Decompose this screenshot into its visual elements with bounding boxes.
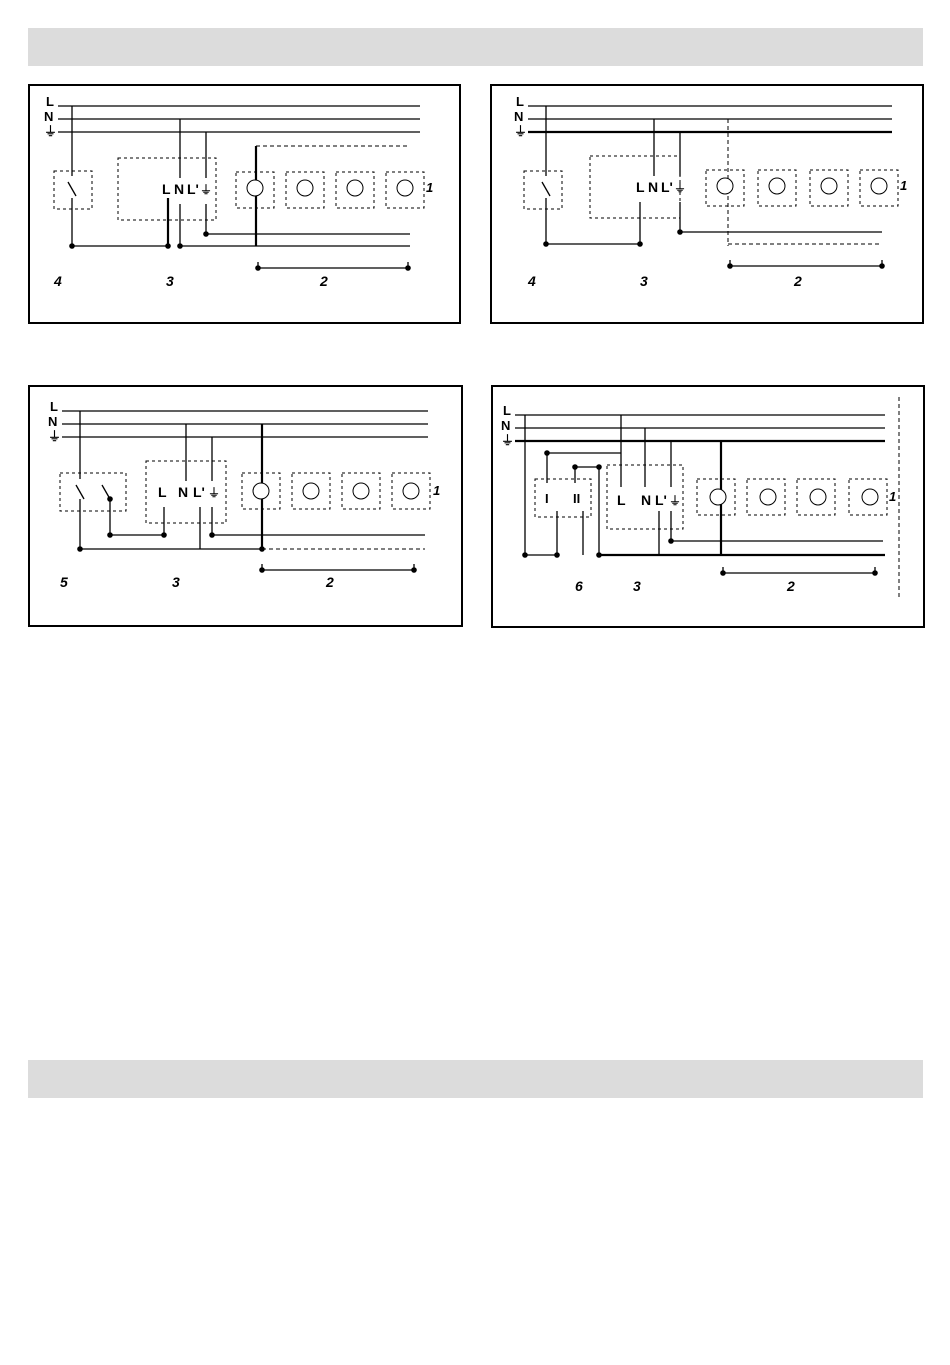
wiring-diagram-3	[28, 385, 463, 627]
label-lamps: 2	[794, 273, 802, 289]
terminal-N: N	[174, 181, 185, 197]
junction-dot	[165, 243, 171, 249]
junction-dot	[255, 265, 261, 271]
lamp	[717, 178, 733, 194]
label-lamps: 2	[326, 574, 334, 590]
lamp	[810, 489, 826, 505]
junction-dot	[872, 570, 878, 576]
lamp	[769, 178, 785, 194]
label-switch: 5	[60, 574, 68, 590]
junction-dot	[77, 546, 83, 552]
diagram-1-svg	[30, 86, 463, 326]
terminal-N: N	[178, 484, 189, 500]
terminal-earth: ⏚	[674, 181, 687, 195]
terminal-N: N	[648, 179, 659, 195]
switch-box	[60, 473, 126, 511]
label-lamp: 1	[426, 180, 434, 195]
bottom-gray-band	[28, 1060, 923, 1098]
lamp	[247, 180, 263, 196]
lamp	[303, 483, 319, 499]
terminal-earth: ⏚	[208, 486, 221, 500]
junction-dot	[161, 532, 167, 538]
terminal-Lp: L'	[193, 484, 205, 500]
lamp	[353, 483, 369, 499]
junction-dot	[720, 570, 726, 576]
junction-dot	[259, 546, 265, 552]
junction-dot	[107, 496, 113, 502]
switch-contact	[76, 485, 84, 499]
label-lamp: 1	[433, 483, 441, 498]
line-label-earth: ⏚	[501, 433, 515, 448]
line-label-earth: ⏚	[48, 429, 62, 444]
terminal-Lp: L'	[187, 181, 199, 197]
line-label-N: N	[44, 109, 54, 124]
line-label-N: N	[514, 109, 524, 124]
wiring-diagram-1	[28, 84, 461, 324]
label-switch: 4	[528, 273, 536, 289]
junction-dot	[107, 532, 113, 538]
switch-label-II: II	[573, 491, 581, 506]
junction-dot	[554, 552, 560, 558]
line-label-earth: ⏚	[514, 124, 528, 139]
line-label-earth: ⏚	[44, 124, 58, 139]
junction-dot	[677, 229, 683, 235]
label-controller: 3	[633, 578, 641, 594]
terminal-L: L	[617, 492, 626, 508]
terminal-L: L	[158, 484, 167, 500]
label-lamps: 2	[787, 578, 795, 594]
line-label-N: N	[501, 418, 511, 433]
diagram-4-svg	[493, 387, 927, 630]
wiring-diagram-2	[490, 84, 924, 324]
junction-dot	[209, 532, 215, 538]
terminal-Lp: L'	[655, 492, 667, 508]
junction-dot	[596, 552, 602, 558]
junction-dot	[522, 552, 528, 558]
line-label-L: L	[50, 399, 58, 414]
switch-contact	[542, 182, 550, 196]
switch-contact	[68, 182, 76, 196]
label-switch: 6	[575, 578, 583, 594]
line-label-L: L	[46, 94, 54, 109]
diagram-2-svg	[492, 86, 926, 326]
lamp	[403, 483, 419, 499]
lamp	[253, 483, 269, 499]
wiring-diagram-4	[491, 385, 925, 628]
junction-dot	[543, 241, 549, 247]
junction-dot	[879, 263, 885, 269]
junction-dot	[544, 450, 550, 456]
terminal-L: L	[162, 181, 171, 197]
terminal-earth: ⏚	[669, 494, 682, 508]
lamp	[347, 180, 363, 196]
junction-dot	[572, 464, 578, 470]
terminal-N: N	[641, 492, 652, 508]
line-label-L: L	[503, 403, 511, 418]
label-lamp: 1	[900, 178, 908, 193]
junction-dot	[637, 241, 643, 247]
terminal-Lp: L'	[661, 179, 673, 195]
label-controller: 3	[172, 574, 180, 590]
lamp	[760, 489, 776, 505]
line-label-N: N	[48, 414, 58, 429]
label-lamp: 1	[889, 489, 897, 504]
top-gray-band	[28, 28, 923, 66]
junction-dot	[405, 265, 411, 271]
lamp	[862, 489, 878, 505]
switch-box	[524, 171, 562, 209]
switch-label-I: I	[545, 491, 549, 506]
lamp	[710, 489, 726, 505]
label-lamps: 2	[320, 273, 328, 289]
junction-dot	[727, 263, 733, 269]
label-controller: 3	[166, 273, 174, 289]
label-switch: 4	[54, 273, 62, 289]
junction-dot	[177, 243, 183, 249]
lamp	[821, 178, 837, 194]
lamp	[871, 178, 887, 194]
terminal-L: L	[636, 179, 645, 195]
lamp	[297, 180, 313, 196]
junction-dot	[259, 567, 265, 573]
lamp	[397, 180, 413, 196]
junction-dot	[203, 231, 209, 237]
label-controller: 3	[640, 273, 648, 289]
diagram-3-svg	[30, 387, 465, 629]
junction-dot	[596, 464, 602, 470]
line-label-L: L	[516, 94, 524, 109]
junction-dot	[668, 538, 674, 544]
junction-dot	[69, 243, 75, 249]
junction-dot	[411, 567, 417, 573]
terminal-earth: ⏚	[200, 183, 213, 197]
